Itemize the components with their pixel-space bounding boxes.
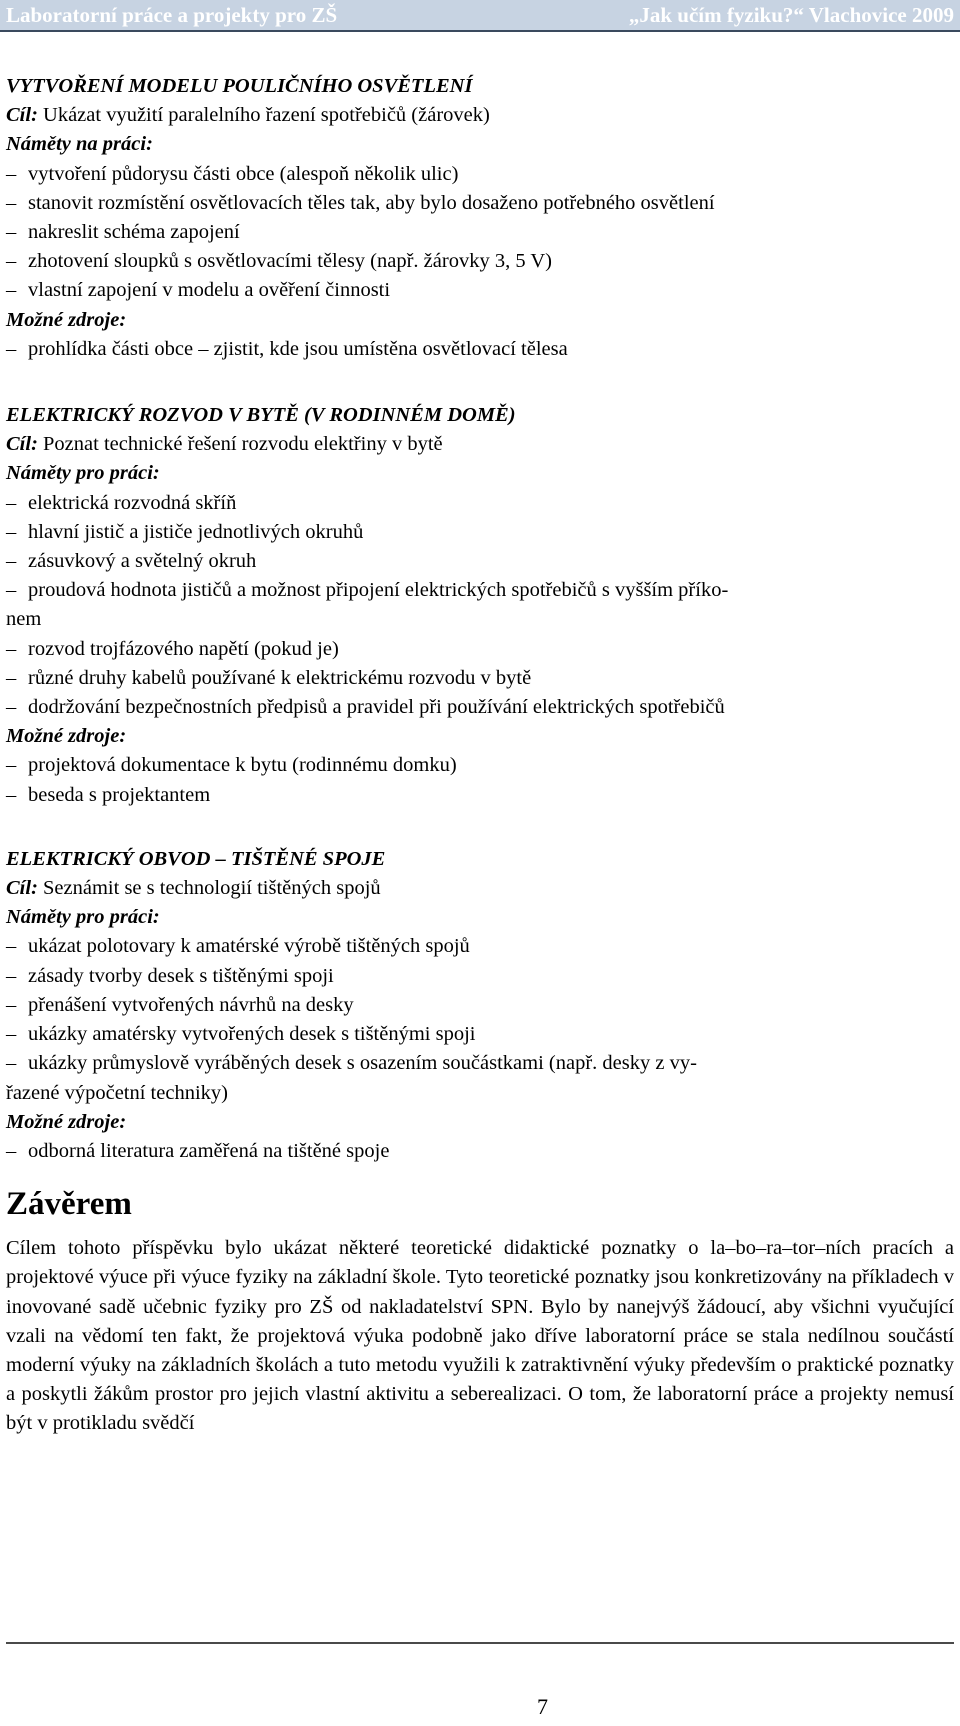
ideas-label: Náměty pro práci: [6,462,160,485]
list-item [6,1020,954,1049]
dash-bullet: – [6,993,17,1016]
list-item [6,276,954,305]
list-item [6,489,954,518]
goal-line [6,101,954,130]
dash-bullet: – [6,935,17,958]
dash-bullet: – [6,637,17,660]
list-item-text: projektová dokumentace k bytu (rodinnému domku) [28,754,457,777]
goal-label: Cíl: [6,433,38,456]
list-item [6,576,954,605]
list-item [6,160,954,189]
sources-label: Možné zdroje: [6,308,127,331]
list-item [6,518,954,547]
list-item-text: zhotovení sloupků s osvětlovacími tělesy (např. žárovky 3, 5 V) [28,250,552,273]
dash-bullet: – [6,337,17,360]
sources-label: Možné zdroje: [6,725,127,748]
dash-bullet: – [6,1052,17,1075]
spacer [6,364,954,393]
list-item-text: rozvod trojfázového napětí (pokud je) [28,637,339,660]
dash-bullet: – [6,1139,17,1162]
list-item [6,335,954,364]
dash-bullet: – [6,754,17,777]
list-item-text: dodržování bezpečnostních předpisů a pravidel při používání elektrických spotřebičů [28,696,725,719]
section-title: ELEKTRICKÝ OBVOD – TIŠTĚNÉ SPOJE [6,847,386,870]
list-item [6,247,954,276]
list-item [6,635,954,664]
spacer [6,810,954,839]
section-printed-circuits [6,845,954,1166]
dash-bullet: – [6,221,17,244]
dash-bullet: – [6,666,17,689]
dash-bullet: – [6,491,17,514]
dash-bullet: – [6,250,17,273]
list-item-text: elektrická rozvodná skříň [28,491,237,514]
list-item [6,547,954,576]
section-title: ELEKTRICKÝ ROZVOD V BYTĚ (V RODINNÉM DOMĚ) [6,404,516,427]
list-item [6,781,954,810]
dash-bullet: – [6,550,17,573]
list-item [6,1049,954,1078]
dash-bullet: – [6,579,17,602]
goal-text: Poznat technické řešení rozvodu elektřiny v bytě [43,433,443,456]
list-item-text: různé druhy kabelů používané k elektrickému rozvodu v bytě [28,666,532,689]
goal-line [6,430,954,459]
sources-label: Možné zdroje: [6,1110,127,1133]
conclusion-paragraph: Cílem tohoto příspěvku bylo ukázat některé teoretické didaktické poznatky o la–bo–ra–tor–ních pracích a projektové výuce při výuce fyziky na základní škole. Tyto teoretické poznatky jsou konkretizovány na příkladech v inovované sadě učebnic fyziky pro ZŠ od nakladatelství SPN. Bylo by nanejvýš žádoucí, aby všichni vyučující vzali na vědomí ten fakt, že projektová výuka podobně jako dříve laboratorní práce se stala nedílnou součástí moderní výuky na základních školách a tuto metodu využili k zatraktivnění výuky především o praktické poznatky a poskytli žákům prostor pro jejich vlastní aktivitu a seberealizaci. O tom, že laboratorní práce a projekty nemusí být v protikladu svědčí [6,1237,954,1435]
page-header [0,0,960,32]
list-item-text: hlavní jistič a jističe jednotlivých okruhů [28,520,364,543]
dash-bullet: – [6,279,17,302]
header-right-text: „Jak učím fyziku?“ Vlachovice 2009 [628,3,954,27]
section-title: VYTVOŘENÍ MODELU POULIČNÍHO OSVĚTLENÍ [6,75,473,97]
list-item-text: ukázky průmyslově vyráběných desek s osazením součástkami (např. desky z vy- [28,1052,697,1075]
ideas-label: Náměty na práci: [6,133,153,156]
list-item [6,218,954,247]
dash-bullet: – [6,696,17,719]
dash-bullet: – [6,520,17,543]
goal-label: Cíl: [6,104,38,127]
list-item-continuation: nem [6,608,42,631]
list-item-text: zásuvkový a světelný okruh [28,550,257,573]
list-item [6,932,954,961]
footer-divider [6,1642,954,1644]
ideas-label: Náměty pro práci: [6,906,160,929]
list-item-text: ukázky amatérsky vytvořených desek s tištěnými spoji [28,1023,476,1046]
goal-text: Ukázat využití paralelního řazení spotřebičů (žárovek) [43,104,490,127]
list-item [6,962,954,991]
list-item-text: vlastní zapojení v modelu a ověření činnosti [28,279,391,302]
conclusion-section [6,1184,954,1438]
goal-text: Seznámit se s technologií tištěných spojů [43,877,381,900]
list-item [6,991,954,1020]
list-item-continuation: řazené výpočetní techniky) [6,1081,228,1104]
list-item [6,751,954,780]
list-item-text: vytvoření půdorysu části obce (alespoň několik ulic) [28,162,459,185]
header-left-text: Laboratorní práce a projekty pro ZŠ [6,3,338,27]
list-item-text: odborná literatura zaměřená na tištěné spoje [28,1139,390,1162]
list-item-text: přenášení vytvořených návrhů na desky [28,993,354,1016]
list-item [6,664,954,693]
list-item [6,1137,954,1166]
list-item-text: beseda s projektantem [28,783,211,806]
dash-bullet: – [6,964,17,987]
document-body [6,72,954,1439]
list-item [6,693,954,722]
dash-bullet: – [6,191,17,214]
dash-bullet: – [6,783,17,806]
dash-bullet: – [6,1023,17,1046]
conclusion-title: Závěrem [6,1186,132,1223]
list-item-text: stanovit rozmístění osvětlovacích těles tak, aby bylo dosaženo potřebného osvětlení [28,191,715,214]
section-home-wiring [6,401,954,810]
goal-label: Cíl: [6,877,38,900]
list-item-text: nakreslit schéma zapojení [28,221,240,244]
list-item [6,189,954,218]
goal-line [6,874,954,903]
page-number: 7 [537,1694,548,1719]
section-street-lighting [6,72,954,364]
list-item-text: ukázat polotovary k amatérské výrobě tištěných spojů [28,935,470,958]
list-item-text: zásady tvorby desek s tištěnými spoji [28,964,334,987]
list-item-text: prohlídka části obce – zjistit, kde jsou umístěna osvětlovací tělesa [28,337,568,360]
list-item-text: proudová hodnota jističů a možnost připojení elektrických spotřebičů s vyšším příko- [28,579,729,602]
dash-bullet: – [6,162,17,185]
